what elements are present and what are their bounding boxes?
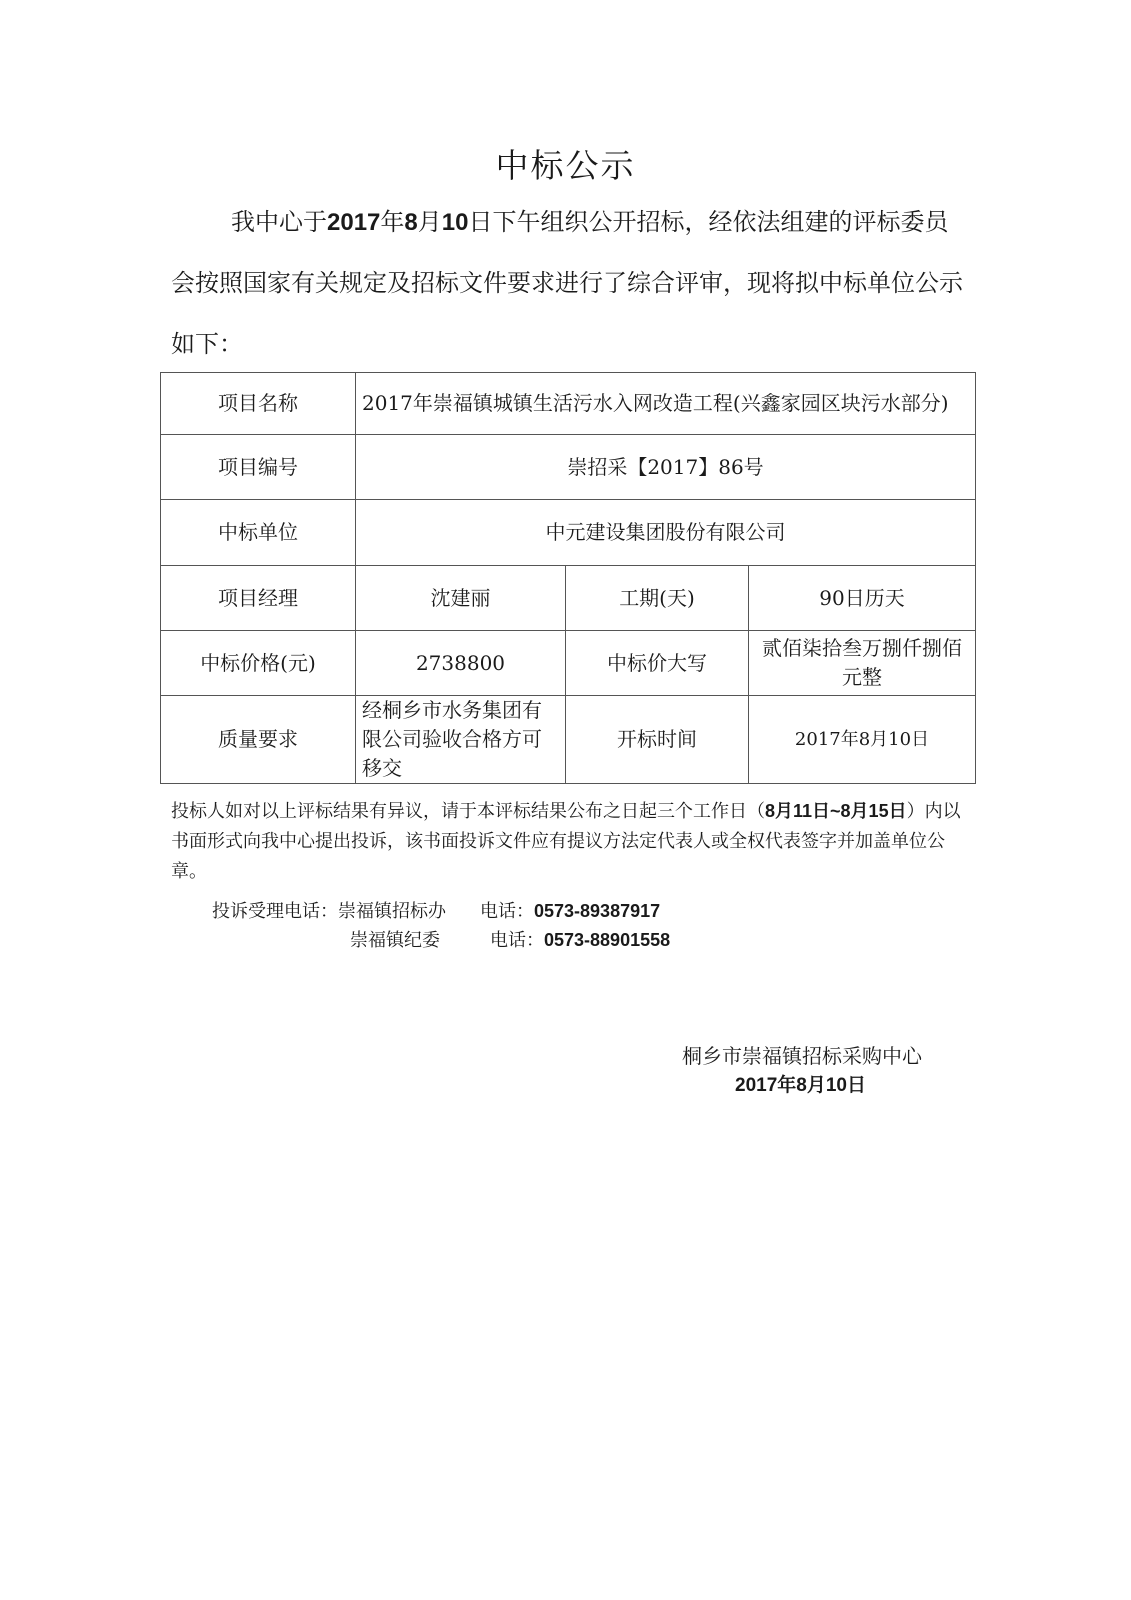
contact-line-2 — [350, 925, 670, 956]
table-row — [161, 500, 976, 566]
price-label: 中标价格(元) — [161, 631, 356, 696]
intro-text-1: 我中心于 — [231, 208, 327, 236]
contact-org-2: 崇福镇纪委 — [350, 930, 440, 951]
duration-value: 90日历天 — [749, 566, 976, 631]
intro-year: 2017 — [327, 209, 381, 236]
manager-value: 沈建丽 — [356, 566, 566, 631]
tel-label-2: 电话： — [490, 930, 544, 951]
table-row — [161, 373, 976, 435]
bid-result-table — [160, 372, 976, 784]
page-title: 中标公示 — [495, 146, 636, 185]
intro-month: 8 — [404, 209, 418, 236]
tel-number-1: 0573-89387917 — [534, 901, 661, 921]
table-row — [161, 566, 976, 631]
table-row — [161, 631, 976, 696]
intro-text-2: 年 — [380, 208, 405, 236]
intro-paragraph — [171, 192, 971, 375]
price-upper-label: 中标价大写 — [566, 631, 749, 696]
intro-text-4: 日下午组织公开招标，经依法组建的评标委员会按照国家有关规定及招标文件要求进行了综合评审，现将拟中标单位公示如下： — [171, 208, 963, 358]
project-no-label: 项目编号 — [161, 435, 356, 500]
quality-value: 经桐乡市水务集团有限公司验收合格方可移交 — [356, 696, 566, 784]
project-no-value: 崇招采【2017】86号 — [356, 435, 976, 500]
contact-label: 投诉受理电话： — [212, 901, 338, 922]
winner-label: 中标单位 — [161, 500, 356, 566]
notice-date-range: 8月11日~8月15日 — [765, 801, 907, 821]
open-time-label: 开标时间 — [566, 696, 749, 784]
signature-org: 桐乡市崇福镇招标采购中心 — [682, 1044, 922, 1068]
quality-label: 质量要求 — [161, 696, 356, 784]
table-row — [161, 435, 976, 500]
complaint-notice — [171, 796, 961, 887]
notice-text-1: 投标人如对以上评标结果有异议，请于本评标结果公布之日起三个工作日（ — [171, 801, 765, 822]
tel-label-1: 电话： — [480, 901, 534, 922]
intro-text-3: 月 — [417, 208, 442, 236]
winner-value: 中元建设集团股份有限公司 — [356, 500, 976, 566]
project-name-label: 项目名称 — [161, 373, 356, 435]
price-upper-value: 贰佰柒拾叁万捌仟捌佰元整 — [749, 631, 976, 696]
intro-day: 10 — [441, 209, 469, 236]
duration-label: 工期(天) — [566, 566, 749, 631]
tel-number-2: 0573-88901558 — [544, 930, 671, 950]
manager-label: 项目经理 — [161, 566, 356, 631]
contact-line-1 — [212, 896, 660, 927]
signature-date: 2017年8月10日 — [735, 1075, 866, 1096]
notice-text-2: ）内以书面形式向我中心提出投诉，该书面投诉文件应有提议方法定代表人或全权代表签字并加盖单位公章。 — [171, 801, 961, 882]
project-name-value: 2017年崇福镇城镇生活污水入网改造工程(兴鑫家园区块污水部分) — [356, 373, 976, 435]
table-row — [161, 696, 976, 784]
price-value: 2738800 — [356, 631, 566, 696]
open-time-value: 2017年8月10日 — [749, 696, 976, 784]
contact-org-1: 崇福镇招标办 — [338, 901, 446, 922]
